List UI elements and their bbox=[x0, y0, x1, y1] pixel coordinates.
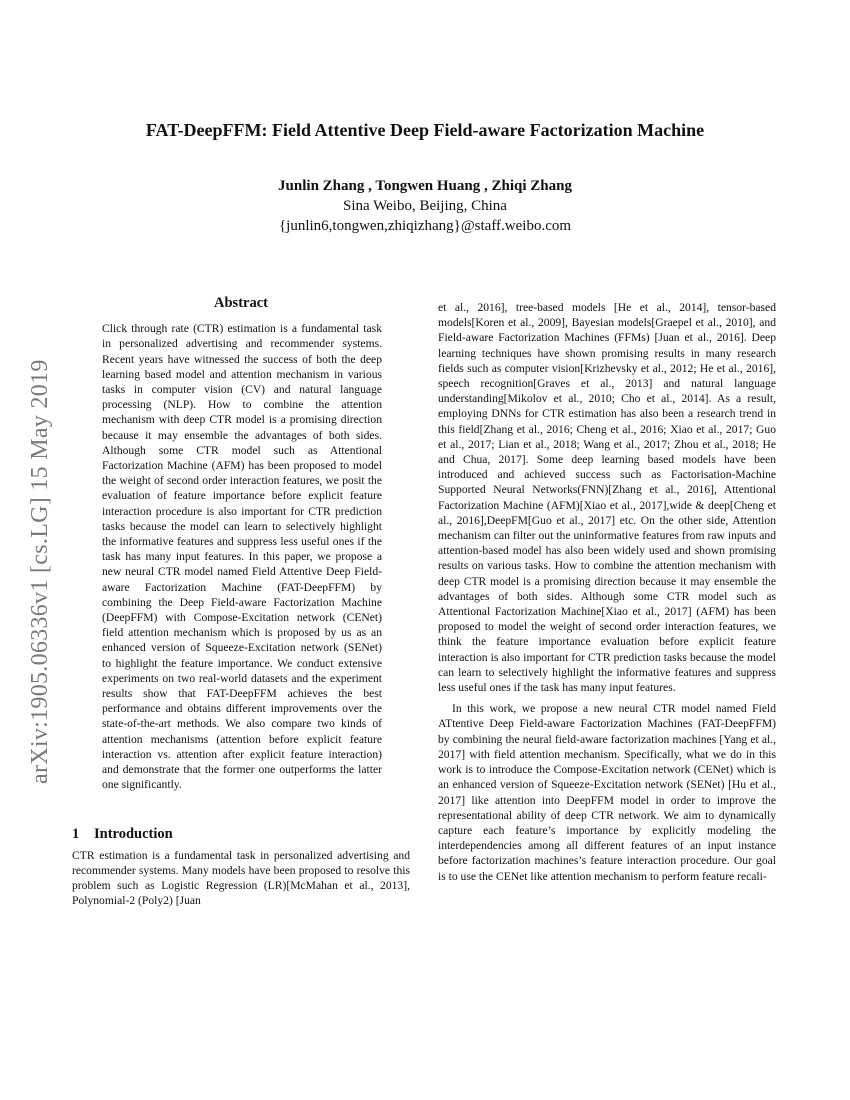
introduction-paragraph: In this work, we propose a new neural CTR model named Field ATtentive Deep Field-aware Factorization Machines (FAT-DeepFFM) by combining the neural field-aware factorization machines [Yang et al., 2017] with field attention mechanism. Specifically, what we do in this work is to introduce the Compose-Excitation network (CENet) which is an enhanced version of Squeeze-Excitation network (SENet) [Hu et al., 2017] like attention into DeepFFM model in order to improve the representational ability of deep CTR network. We aim to dynamically capture each feature’s importance by explicitly modeling the interdependencies among all different features of an input instance before factorization machines’s feature interaction procedure. Our goal is to use the CENet like attention mechanism to perform feature recali- bbox=[438, 702, 776, 883]
introduction-heading bbox=[72, 827, 410, 842]
section-title: Introduction bbox=[94, 825, 173, 842]
paper-title: FAT-DeepFFM: Field Attentive Deep Field-aware Factorization Machine bbox=[145, 120, 705, 140]
section-number: 1 bbox=[72, 825, 80, 842]
introduction-paragraph: CTR estimation is a fundamental task in personalized advertising and recommender systems. Many models have been proposed to resolve this problem such as Logistic Regression (LR)[McMahan et al., 2013], Polynomial-2 (Poly2) [Juan bbox=[72, 848, 410, 908]
author-email: {junlin6,tongwen,zhiqizhang}@staff.weibo.com bbox=[278, 218, 572, 234]
author-block bbox=[0, 176, 850, 236]
author-affiliation: Sina Weibo, Beijing, China bbox=[343, 198, 507, 214]
right-column bbox=[438, 300, 776, 884]
arxiv-identifier: arXiv:1905.06336v1 [cs.LG] 15 May 2019 bbox=[27, 359, 53, 784]
abstract-heading: Abstract bbox=[214, 295, 268, 311]
author-names: Junlin Zhang , Tongwen Huang , Zhiqi Zhang bbox=[278, 178, 572, 194]
left-column bbox=[72, 296, 410, 909]
introduction-paragraph: et al., 2016], tree-based models [He et al., 2014], tensor-based models[Koren et al., 2009], Bayesian models[Graepel et al., 2010], and Field-aware Factorization Machines (FFMs) [Juan et al., 2016]. Deep learning techniques have shown promising results in many research fields such as computer vision[Krizhevsky et al., 2012; He et al., 2016], speech recognition[Graves et al., 2013] and natural language understanding[Mikolov et al., 2010; Cho et al., 2014]. As a result, employing DNNs for CTR estimation has also been a research trend in this field[Zhang et al., 2016; Cheng et al., 2016; Xiao et al., 2017; Guo et al., 2017; Lian et al., 2018; Wang et al., 2017; Zhou et al., 2018; He and Chua, 2017]. Some deep learning based models have been introduced and achieved success such as Factorisation-Machine Supported Neural Networks(FNN)[Zhang et al., 2016], Attentional Factorization Machine (AFM)[Xiao et al., 2017],wide & deep[Cheng et al., 2016],DeepFM[Guo et al., 2017] etc. On the other side, Attention mechanism can filter out the uninformative features from raw inputs and attention-based model has also been widely used and shown promising results on various tasks. How to combine the attention mechanism with deep CTR model is a promising direction because it may ensemble the advantages of both sides. Although some CTR model such as Attentional Factorization Machine[Xiao et al., 2017] (AFM) has been proposed to model the weight of second order interaction features, we think the feature importance evaluation before explicit feature interaction is also important for CTR prediction tasks because the model can learn to selectively highlight the informative features and suppress less useful ones if the task has many input features. bbox=[438, 301, 776, 695]
abstract-text: Click through rate (CTR) estimation is a fundamental task in personalized advertising and recommender systems. Recent years have witnessed the success of both the deep learning based model and attention mechanism in various tasks in computer vision (CV) and natural language processing (NLP). How to combine the attention mechanism with deep CTR model is a promising direction because it may ensemble the advantages of both sides. Although some CTR model such as Attentional Factorization Machine (AFM) has been proposed to model the weight of second order interaction features, we posit the evaluation of feature importance before explicit feature interaction procedure is also important for CTR prediction tasks because the model can learn to selectively highlight the informative features and suppress less useful ones if the task has many input features. In this paper, we propose a new neural CTR model named Field Attentive Deep Field-aware Factorization Machine (FAT-DeepFFM) by combining the Deep Field-aware Factorization Machine (DeepFFM) with Compose-Excitation network (CENet) field attention mechanism which is proposed by us as an enhanced version of Squeeze-Excitation network (SENet) to highlight the feature importance. We conduct extensive experiments on two real-world datasets and the experiment results show that FAT-DeepFFM achieves the best performance and obtains different improvements over the state-of-the-art methods. We also compare two kinds of attention mechanisms (attention before explicit feature interaction vs. attention after explicit feature interaction) and demonstrate that the former one outperforms the latter one significantly. bbox=[102, 322, 382, 792]
